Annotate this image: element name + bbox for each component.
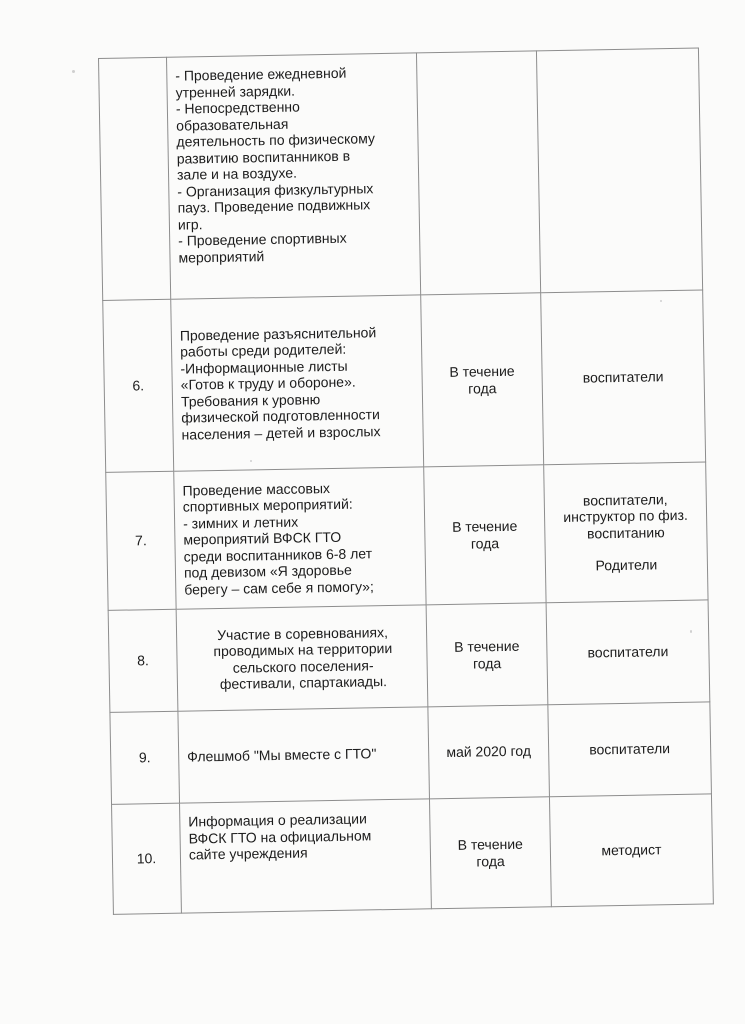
period-line: года — [470, 534, 500, 552]
activity-line: «Готов к труду и обороне». — [180, 373, 356, 393]
activity-line: Проведение массовых — [182, 479, 331, 499]
responsible-line: воспитатели — [582, 368, 664, 386]
period-cell — [416, 51, 540, 295]
row-number-cell — [106, 471, 176, 610]
row-number-cell — [108, 609, 178, 712]
activity-line: мероприятий — [178, 247, 265, 266]
activity-line: - Организация физкультурных — [177, 179, 374, 200]
table-row — [108, 600, 710, 712]
scan-speck — [72, 70, 75, 73]
responsible-line: инструктор по физ. — [563, 506, 688, 525]
activity-line: работы среди родителей: — [180, 340, 347, 360]
activity-plan-table — [98, 48, 714, 915]
period-line: В течение — [457, 835, 524, 853]
activity-line: зале и на воздухе. — [176, 164, 298, 183]
period-line: года — [476, 852, 505, 870]
activity-content-cell — [178, 707, 430, 803]
row-number: 8. — [137, 652, 150, 669]
activity-line: сайте учреждения — [188, 844, 308, 863]
table-row — [99, 48, 703, 300]
period-cell — [421, 293, 544, 467]
responsible-line: Родители — [595, 556, 658, 574]
row-number: 6. — [132, 377, 145, 394]
responsible-line: методист — [601, 841, 662, 859]
row-number-cell — [110, 711, 180, 804]
row-number: 7. — [134, 532, 147, 549]
row-number-cell — [99, 57, 171, 300]
activity-line: утренней зарядки. — [175, 82, 296, 101]
responsible-cell — [536, 48, 702, 293]
activity-line: под девизом «Я здоровье — [183, 561, 352, 581]
row-number: 10. — [136, 850, 157, 867]
activity-content-cell — [180, 799, 432, 913]
period-line: В течение — [454, 637, 520, 655]
activity-line: Участие в соревнованиях, — [217, 623, 389, 643]
responsible-cell — [541, 290, 706, 465]
period-line: года — [472, 654, 502, 672]
activity-line: игр. — [177, 215, 203, 233]
table-row — [106, 462, 708, 610]
responsible-cell — [544, 462, 708, 603]
activity-line: сельского поселения- — [232, 656, 374, 676]
activity-line: фестивали, спартакиады. — [219, 673, 388, 692]
period-line: В течение — [449, 362, 515, 380]
row-number-cell — [103, 299, 174, 472]
responsible-line: воспитатели — [587, 643, 669, 661]
activity-content-cell — [174, 467, 426, 609]
activity-line: -Информационные листы — [180, 357, 348, 377]
period-cell — [426, 603, 548, 707]
table-row — [110, 702, 712, 804]
activity-line: Флешмоб "Мы вместе с ГТО" — [187, 745, 377, 765]
activity-line: деятельность по физическому — [176, 130, 376, 150]
responsible-line: воспитатели, — [582, 490, 668, 509]
table-row — [112, 794, 714, 914]
table-row — [103, 290, 706, 472]
activity-content-cell — [176, 605, 428, 711]
activity-content-cell — [166, 53, 420, 299]
activity-line: мероприятий ВФСК ГТО — [183, 529, 342, 548]
responsible-cell — [546, 600, 710, 705]
responsible-line: воспитанию — [586, 523, 665, 542]
activity-line: образовательная — [176, 115, 289, 134]
activity-line: - Проведение спортивных — [178, 229, 347, 249]
activity-line: ВФСК ГТО на официальном — [188, 826, 372, 847]
activity-line: населения – детей и взрослых — [181, 422, 381, 443]
activity-line: спортивных мероприятий: — [182, 495, 353, 515]
activity-line: - Непосредственно — [175, 98, 301, 117]
period-cell — [424, 465, 546, 605]
activity-line: развитию воспитанников в — [176, 147, 351, 167]
activity-line: Проведение разъяснительной — [179, 323, 377, 344]
activity-line: среди воспитанников 6-8 лет — [183, 545, 373, 565]
period-line: В течение — [451, 517, 518, 535]
activity-line: Требования к уровню — [180, 390, 321, 410]
row-number-cell — [112, 803, 182, 914]
period-line: май 2020 год — [446, 742, 532, 761]
responsible-cell — [549, 794, 713, 907]
activity-line: берегу – сам себе я помогу»; — [184, 578, 374, 598]
activity-content-cell — [171, 295, 424, 471]
responsible-cell — [548, 702, 712, 797]
activity-line: пауз. Проведение подвижных — [177, 196, 371, 216]
row-number: 9. — [138, 749, 151, 766]
activity-line: физической подготовленности — [181, 406, 380, 426]
period-cell — [428, 705, 550, 799]
responsible-line: воспитатели — [589, 740, 671, 758]
period-line: года — [468, 379, 497, 397]
activity-line: - зимних и летних — [182, 513, 299, 532]
activity-line: - Проведение ежедневной — [175, 64, 347, 84]
activity-line: Информация о реализации — [188, 810, 367, 830]
activity-line: проводимых на территории — [213, 639, 393, 660]
period-cell — [429, 797, 551, 909]
